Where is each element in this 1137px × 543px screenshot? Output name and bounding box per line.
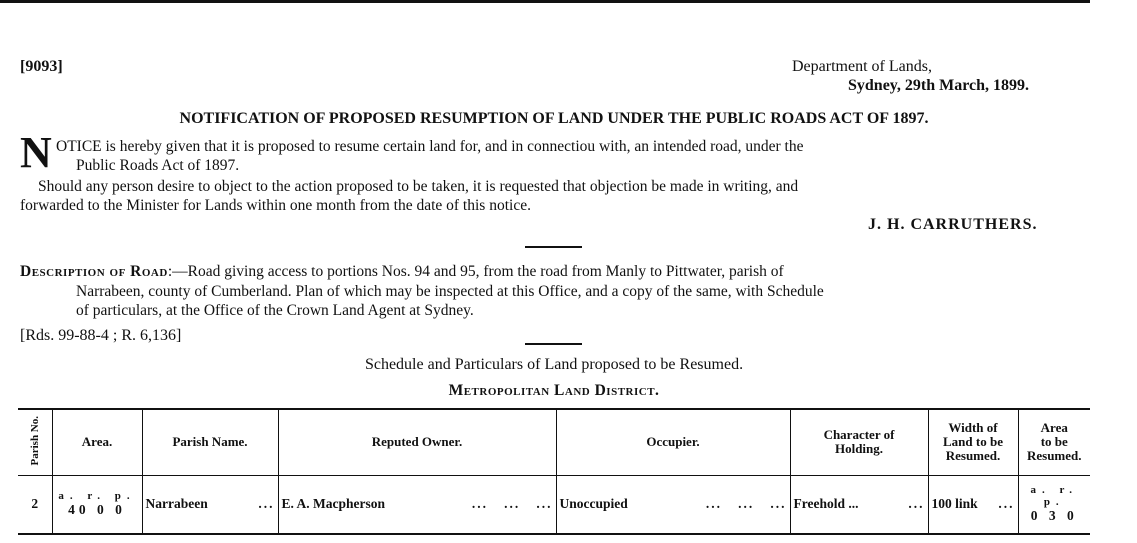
notice-paragraph-2-line-1: Should any person desire to object to the action proposed to be taken, it is requested that objection be made in writing, and [38,178,799,195]
department-name: Department of Lands, [792,58,932,75]
description-line-2: Narrabeen, county of Cumberland. Plan of which may be inspected at this Office, and a copy of the same, with Schedule [76,283,824,300]
header-occupier: Occupier. [556,409,790,475]
notice-paragraph-1-line-2: Public Roads Act of 1897. [76,157,240,174]
header-parish-name: Parish Name. [142,409,278,475]
cell-parish-name: Narrabeen ... [142,475,278,533]
description-line-3: of particulars, at the Office of the Crown Land Agent at Sydney. [76,302,474,319]
description-label: Description of Road [20,263,168,280]
schedule-title: Schedule and Particulars of Land proposed to be Resumed. [364,356,744,373]
cell-area-to-be-resumed: a. r. p. 0 3 0 [1018,475,1090,533]
header-reputed-owner: Reputed Owner. [278,409,556,475]
cell-occupier: Unoccupied ... ... ... [556,475,790,533]
header-width-of-land: Width of Land to be Resumed. [928,409,1018,475]
section-divider-2 [525,343,582,345]
notice-reference: [9093] [20,58,63,75]
section-divider [525,246,582,248]
road-reference: [Rds. 99-88-4 ; R. 6,136] [20,327,182,344]
drop-cap: N [20,128,52,177]
cell-reputed-owner: E. A. Macpherson ... ... ... [278,475,556,533]
top-rule [0,0,1090,3]
header-area-to-be-resumed: Area to be Resumed. [1018,409,1090,475]
table-row [18,475,1090,533]
cell-area: a. r. p. 40 0 0 [52,475,142,533]
cell-parish-no: 2 [31,496,39,512]
schedule-table [18,409,1090,533]
district-name: Metropolitan Land District. [448,382,660,399]
notice-paragraph-1-line-1: OTICE is hereby given that it is proposed to resume certain land for, and in connectiou with, an intended road, under the [56,138,804,155]
description-line-1 [20,263,784,281]
signature: J. H. CARRUTHERS. [868,216,1038,233]
cell-character-of-holding: Freehold ... ... [790,475,928,533]
cell-width-of-land: 100 link ... [928,475,1018,533]
table-bottom-rule [18,533,1090,535]
table-header-row [18,409,1090,475]
header-character-of-holding: Character of Holding. [790,409,928,475]
description-text-1: :—Road giving access to portions Nos. 94 and 95, from the road from Manly to Pittwater, parish of [167,263,784,280]
notice-paragraph-2-line-2: forwarded to the Minister for Lands within one month from the date of this notice. [20,197,531,214]
place-and-date: Sydney, 29th March, 1899. [848,77,1030,94]
header-area: Area. [52,409,142,475]
notice-title: NOTIFICATION OF PROPOSED RESUMPTION OF LAND UNDER THE PUBLIC ROADS ACT OF 1897. [179,110,929,127]
header-parish-no: Parish No. [18,409,52,475]
